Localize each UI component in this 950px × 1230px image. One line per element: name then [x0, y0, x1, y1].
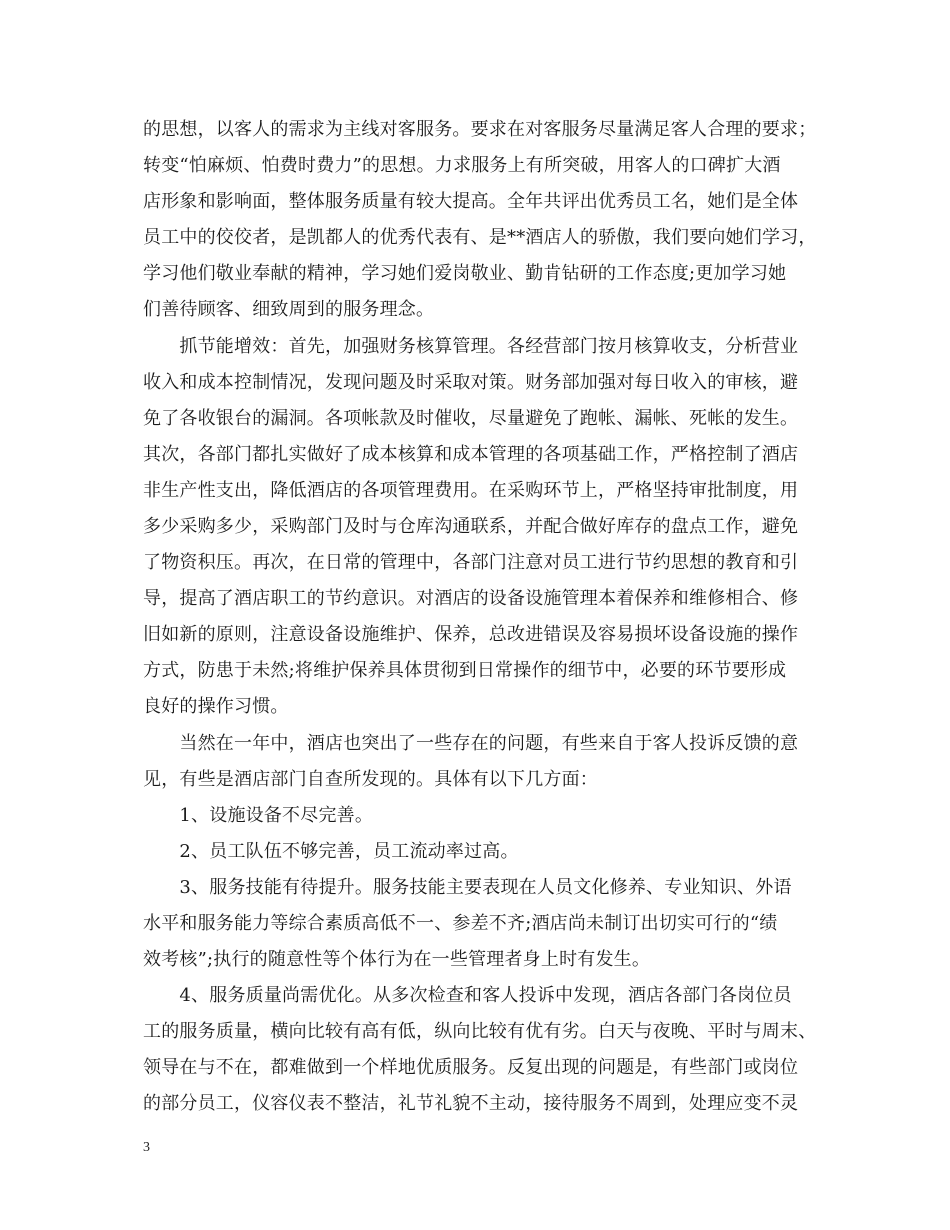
- text-line: 抓节能增效：首先，加强财务核算管理。各经营部门按月核算收支，分析营业: [143, 336, 799, 357]
- text-line: 领导在与不在，都难做到一个样地优质服务。反复出现的问题是，有些部门或岗位: [143, 1057, 799, 1078]
- text-line: 的部分员工，仪容仪表不整洁，礼节礼貌不主动，接待服务不周到，处理应变不灵: [143, 1093, 799, 1114]
- text-line: 其次，各部门都扎实做好了成本核算和成本管理的各项基础工作，严格控制了酒店: [143, 444, 799, 465]
- text-line: 转变“怕麻烦、怕费时费力”的思想。力求服务上有所突破，用客人的口碑扩大酒: [143, 155, 781, 176]
- text-line: 员工中的佼佼者，是凯都人的优秀代表有、是**酒店人的骄傲，我们要向她们学习，: [143, 227, 817, 248]
- list-item: 4、服务质量尚需优化。从多次检查和客人投诉中发现，酒店各部门各岗位员: [143, 985, 792, 1006]
- text-line: 效考核”;执行的随意性等个体行为在一些管理者身上时有发生。: [143, 949, 651, 970]
- text-line: 方式，防患于未然;将维护保养具体贯彻到日常操作的细节中，必要的环节要形成: [143, 660, 787, 681]
- text-line: 导，提高了酒店职工的节约意识。对酒店的设备设施管理本着保养和维修相合、修: [143, 588, 799, 609]
- list-item: 2、员工队伍不够完善，员工流动率过高。: [143, 841, 519, 862]
- text-line: 免了各收银台的漏洞。各项帐款及时催收，尽量避免了跑帐、漏帐、死帐的发生。: [143, 408, 799, 429]
- text-line: 见，有些是酒店部门自查所发现的。具体有以下几方面：: [143, 769, 598, 790]
- text-line: 了物资积压。再次，在日常的管理中，各部门注意对员工进行节约思想的教育和引: [143, 552, 799, 573]
- list-item: 1、设施设备不尽完善。: [143, 805, 374, 826]
- text-line: 们善待顾客、细致周到的服务理念。: [143, 299, 435, 320]
- text-line: 收入和成本控制情况，发现问题及时采取对策。财务部加强对每日收入的审核，避: [143, 372, 799, 393]
- text-line: 良好的操作习惯。: [143, 696, 289, 717]
- text-line: 店形象和影响面，整体服务质量有较大提高。全年共评出优秀员工名，她们是全体: [143, 191, 799, 212]
- text-line: 当然在一年中，酒店也突出了一些存在的问题，有些来自于客人投诉反馈的意: [143, 733, 799, 754]
- text-line: 工的服务质量，横向比较有高有低，纵向比较有优有劣。白天与夜晚、平时与周末、: [143, 1021, 817, 1042]
- page-number: 3: [143, 1140, 150, 1155]
- text-line: 的思想，以客人的需求为主线对客服务。要求在对客服务尽量满足客人合理的要求；: [143, 119, 817, 140]
- list-item: 3、服务技能有待提升。服务技能主要表现在人员文化修养、专业知识、外语: [143, 877, 792, 898]
- text-line: 学习他们敬业奉献的精神，学习她们爱岗敬业、勤肯钻研的工作态度;更加学习她: [143, 263, 787, 284]
- text-line: 非生产性支出，降低酒店的各项管理费用。在采购环节上，严格坚持审批制度，用: [143, 480, 799, 501]
- text-line: 水平和服务能力等综合素质高低不一、参差不齐;酒店尚未制订出切实可行的“绩: [143, 913, 778, 934]
- text-line: 多少采购多少，采购部门及时与仓库沟通联系，并配合做好库存的盘点工作，避免: [143, 516, 799, 537]
- text-line: 旧如新的原则，注意设备设施维护、保养，总改进错误及容易损坏设备设施的操作: [143, 624, 799, 645]
